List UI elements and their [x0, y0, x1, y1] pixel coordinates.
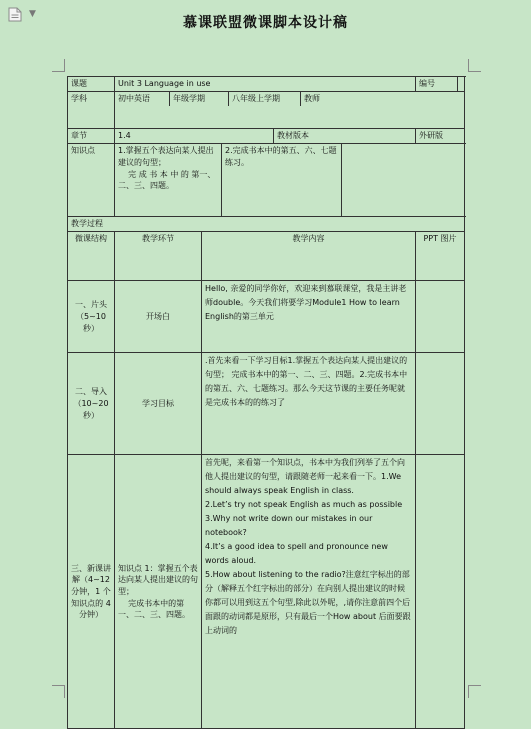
col-ppt: PPT 图片 [416, 231, 465, 280]
edition-label: 教材版本 [277, 131, 309, 141]
knowledge-point-3[interactable] [342, 144, 465, 217]
content-cell[interactable]: 首先呢，来看第一个知识点，书本中为我们列举了五个向他人提出建议的句型，请跟随老师一起来看一下。1.We should always speak English in class. 2.Let’s try not speak English as much as possible 3.Why not write down our mistakes in our notebook? 4.It’s a good idea to spell and pronounce new words aloud. 5.How about listening to the radio?注意红字标出的部分（解释五个红字标出的部分）在向别人提出建议的时候你都可以用到这五个句型,除此以外呢，,请你注意前四个后面跟的动词都是原形，只有最后一个How about 后面要跟上动词的 [202, 455, 416, 729]
topic-label: 课题 [68, 77, 115, 92]
knowledge-point-1[interactable]: 1.掌握五个表达向某人提出建议的句型； 完 成 书 本 中 的 第一、二、三、四题。 [115, 144, 222, 216]
ppt-cell[interactable] [416, 281, 465, 353]
script-design-table [67, 76, 465, 729]
step-cell: 知识点 1：掌握五个表达向某人提出建议的句型； 完成书本中的第一、二、三、四题。 [115, 455, 202, 729]
chapter-value[interactable]: 1.4 [115, 129, 274, 143]
subject-value[interactable]: 初中英语 [115, 92, 170, 106]
process-header-row [68, 231, 465, 280]
topic-value[interactable]: Unit 3 Language in use [115, 77, 416, 92]
structure-cell: 一、片头（5~10 秒） [68, 281, 115, 353]
teacher-label: 教师 [304, 93, 320, 103]
ppt-cell[interactable] [416, 353, 465, 455]
col-step: 教学环节 [115, 231, 202, 280]
grade-value[interactable]: 八年级上学期 [229, 92, 301, 106]
col-structure: 微课结构 [68, 231, 115, 280]
knowledge-point-2[interactable]: 2.完成书本中的第五、六、七题练习。 [225, 146, 337, 167]
structure-cell: 三、新课讲解（4~12 分钟，1 个知识点的 4 分钟） [68, 455, 115, 729]
document-title: 慕课联盟微课脚本设计稿 [183, 15, 348, 31]
content-cell[interactable]: Hello, 亲爱的同学你好，欢迎来到慕联课堂，我是主讲老师double。今天我们将要学习Module1 How to learn English的第三单元 [202, 281, 416, 353]
knowledge-label: 知识点 [68, 144, 115, 217]
crop-mark-bottom-left [52, 685, 65, 698]
topic-row [68, 77, 465, 92]
crop-mark-top-right [468, 59, 481, 72]
chapter-row [68, 129, 465, 144]
chevron-down-icon[interactable]: ▼ [29, 9, 36, 19]
process-row-lead-in [68, 353, 465, 455]
edition-value[interactable]: 外研版 [416, 129, 465, 144]
knowledge-row [68, 144, 465, 217]
process-section-row [68, 217, 465, 232]
content-cell[interactable]: .首先来看一下学习目标1.掌握五个表达向某人提出建议的句型； 完成书本中的第一、二、三、四题。2.完成书本中的第五、六、七题练习。那么今天这节课的主要任务呢就是完成书本的的练习了 [202, 353, 416, 455]
process-row-new-lesson [68, 455, 465, 729]
crop-mark-top-left [52, 59, 65, 72]
col-content: 教学内容 [202, 231, 416, 280]
subject-row [68, 91, 465, 129]
process-row-intro [68, 281, 465, 353]
number-value[interactable] [458, 77, 464, 91]
ppt-cell[interactable] [416, 455, 465, 729]
chapter-label: 章节 [68, 129, 115, 144]
step-cell: 学习目标 [115, 353, 202, 455]
crop-mark-bottom-right [468, 685, 481, 698]
number-cell [416, 77, 465, 92]
grade-label: 年级学期 [170, 92, 229, 106]
step-cell: 开场白 [115, 281, 202, 353]
process-section-label: 教学过程 [68, 217, 465, 232]
subject-label: 学科 [68, 91, 115, 129]
structure-cell: 二、导入（10~20 秒） [68, 353, 115, 455]
number-label: 编号 [416, 77, 458, 91]
